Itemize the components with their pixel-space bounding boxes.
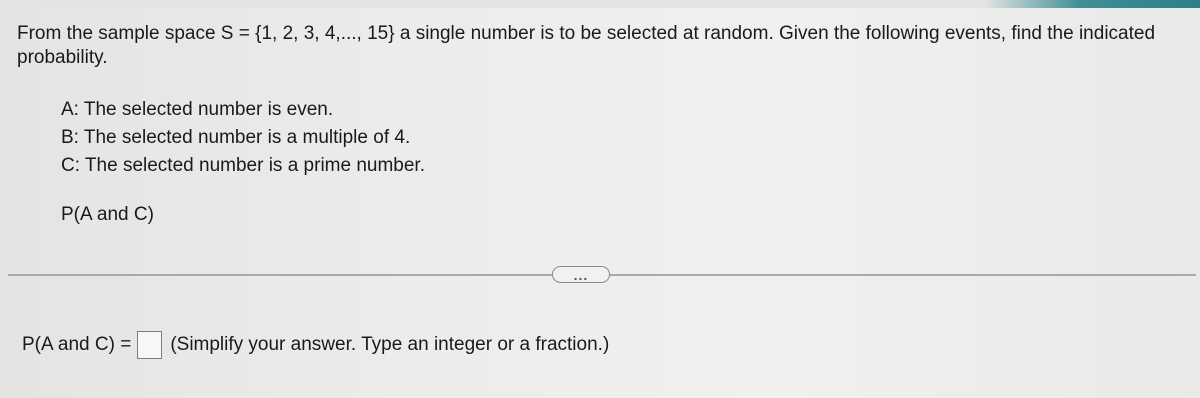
- indicated-probability: P(A and C): [61, 204, 154, 225]
- top-accent-bar: [0, 0, 1200, 8]
- event-b: B: The selected number is a multiple of 4.: [61, 127, 411, 148]
- event-c: C: The selected number is a prime number.: [61, 155, 425, 176]
- answer-row: [22, 331, 609, 359]
- answer-instructions: (Simplify your answer. Type an integer or a fraction.): [170, 334, 610, 355]
- answer-label: P(A and C) =: [22, 334, 132, 355]
- event-a: A: The selected number is even.: [61, 99, 334, 120]
- events-list: [61, 96, 425, 180]
- problem-statement: From the sample space S = {1, 2, 3, 4,..., 15} a single number is to be selected at random. Given the following events, find the indicated probability.: [17, 23, 1156, 68]
- answer-input[interactable]: [137, 331, 162, 359]
- show-more-button[interactable]: ...: [552, 266, 610, 283]
